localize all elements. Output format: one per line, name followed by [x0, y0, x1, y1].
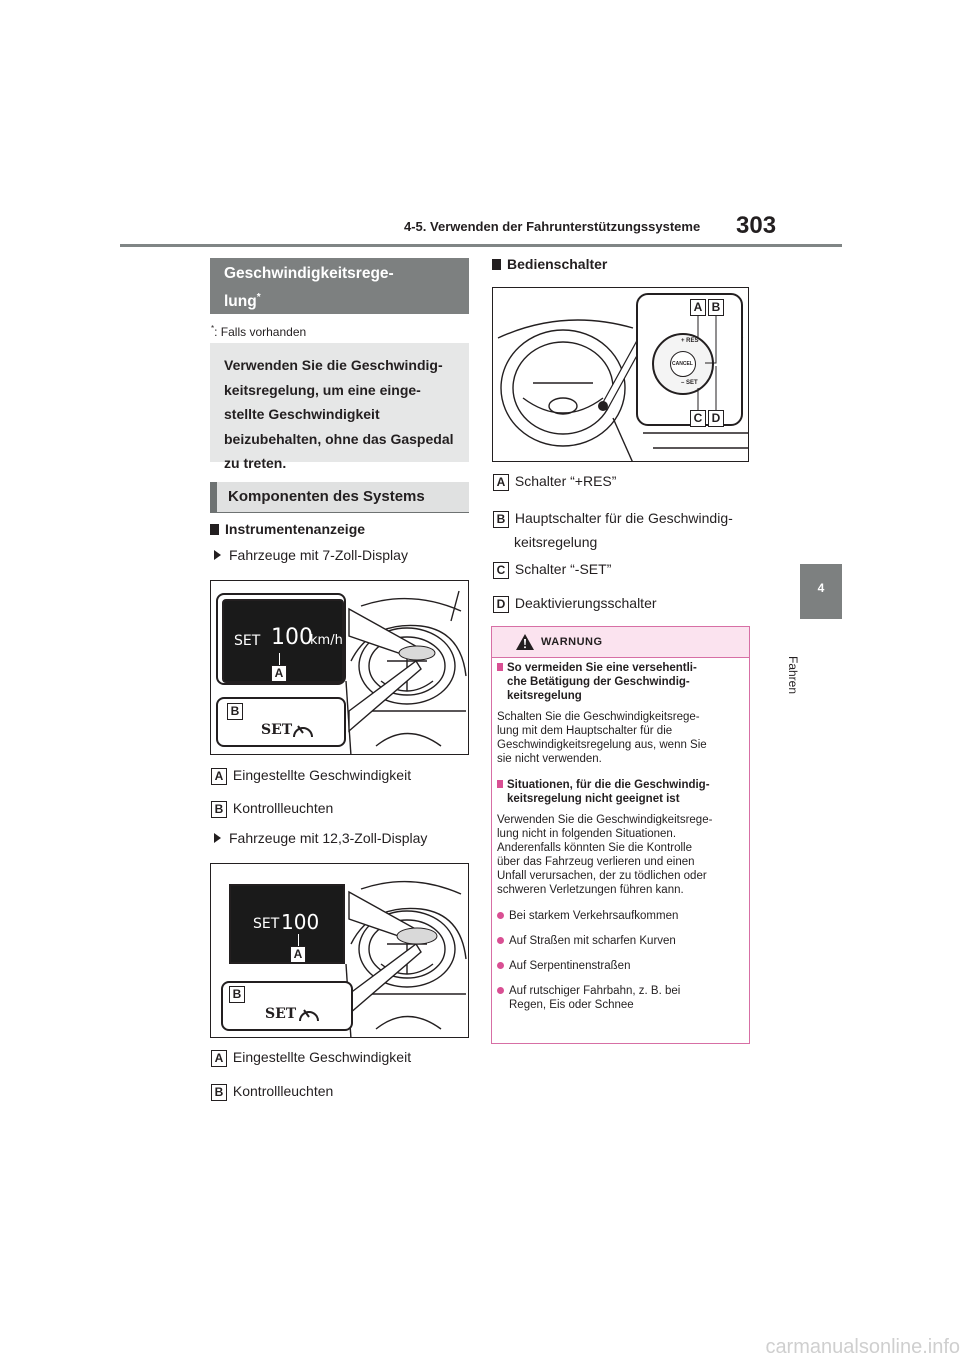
legend-label: B	[211, 1084, 227, 1101]
legend-label: D	[493, 596, 509, 613]
legend-7-a	[211, 767, 411, 785]
legend-12-a	[211, 1049, 411, 1067]
triangle-bullet-icon	[214, 550, 221, 560]
circle-bullet-icon	[497, 987, 504, 994]
intro-line: zu treten.	[224, 455, 287, 471]
warning-subheading-line: keitsregelung nicht geeignet ist	[507, 793, 680, 805]
display-set-label: SET	[234, 633, 261, 649]
warning-subheading-line: Situationen, für die die Geschwindig-	[507, 779, 710, 791]
indicator-set-label: SET	[265, 1006, 297, 1022]
instrument-heading-text: Instrumentenanzeige	[225, 521, 366, 537]
legend-12-b	[211, 1083, 333, 1101]
section-heading-cruise-control	[210, 258, 469, 314]
indicator-set-label: SET	[261, 722, 293, 738]
chapter-tab: 4	[800, 564, 842, 619]
warning-subheading-line: keitsregelung	[507, 690, 582, 702]
display-speed: 100	[281, 910, 320, 934]
warning-bullet-3	[497, 959, 743, 973]
switch-legend-d	[493, 595, 657, 613]
square-bullet-icon	[497, 663, 503, 671]
legend-text: Deaktivierungsschalter	[514, 595, 657, 611]
warning-line: Anderenfalls könnten Sie die Kontrolle	[497, 842, 692, 854]
variant-12-text: Fahrzeuge mit 12,3-Zoll-Display	[229, 830, 428, 846]
legend-text: Eingestellte Geschwindigkeit	[232, 767, 412, 783]
warning-line: schweren Verletzungen führen kann.	[497, 884, 684, 896]
switch-legend-a	[493, 473, 616, 491]
warning-subheading-1	[497, 661, 743, 703]
warning-header	[492, 627, 749, 658]
callout-label-a: A	[290, 946, 306, 963]
components-heading: Komponenten des Systems	[210, 482, 469, 512]
legend-text: Schalter “-SET”	[514, 561, 612, 577]
warning-line: sie nicht verwenden.	[497, 753, 602, 765]
warning-paragraph-2	[497, 813, 743, 897]
callout-label-b: B	[708, 299, 724, 316]
display-set-label: SET	[253, 916, 280, 932]
warning-line: Verwenden Sie die Geschwindigkeitsrege-	[497, 814, 713, 826]
warning-bullet-text: Auf rutschiger Fahrbahn, z. B. bei	[509, 985, 681, 997]
warning-line: lung mit dem Hauptschalter für die	[497, 725, 673, 737]
legend-label: A	[211, 1050, 227, 1067]
res-label: + RES	[681, 338, 699, 344]
chapter-title: 4-5. Verwenden der Fahrunterstützungssysteme	[404, 219, 701, 234]
heading-line-1: Geschwindigkeitsrege-	[224, 265, 394, 282]
legend-text: Kontrollleuchten	[232, 1083, 334, 1099]
display-speed: 100	[271, 625, 313, 650]
callout-label-a: A	[271, 665, 287, 682]
legend-label: B	[211, 801, 227, 818]
legend-label: A	[493, 474, 509, 491]
warning-triangle-icon	[515, 633, 535, 651]
chapter-tab-label: Fahren	[786, 656, 800, 695]
legend-label: C	[493, 562, 509, 579]
legend-text: Kontrollleuchten	[232, 800, 334, 816]
warning-line: Unfall verursachen, der zu tödlichen oder	[497, 870, 707, 882]
warning-bullet-text: Bei starkem Verkehrsaufkommen	[509, 910, 679, 922]
intro-line: stellte Geschwindigkeit	[224, 406, 380, 422]
legend-text: Hauptschalter für die Geschwindig-	[514, 510, 733, 526]
circle-bullet-icon	[497, 962, 504, 969]
footnote	[211, 324, 306, 339]
header-rule	[120, 244, 842, 247]
legend-text: Schalter “+RES”	[514, 473, 617, 489]
triangle-bullet-icon	[214, 833, 221, 843]
warning-bullet-text: Auf Serpentinenstraßen	[509, 960, 631, 972]
intro-line: Verwenden Sie die Geschwindig-	[224, 357, 443, 373]
warning-subheading-line: che Betätigung der Geschwindig-	[507, 676, 690, 688]
page-number: 303	[736, 212, 777, 239]
figure-steering-switches	[492, 287, 749, 462]
callout-label-d: D	[708, 410, 724, 427]
legend-label: A	[211, 768, 227, 785]
warning-bullet-4	[497, 984, 743, 1012]
display-unit: km/h	[310, 633, 343, 648]
square-bullet-icon	[492, 259, 501, 270]
circle-bullet-icon	[497, 937, 504, 944]
warning-bullet-1	[497, 909, 743, 923]
switch-heading-text: Bedienschalter	[507, 256, 608, 272]
intro-box	[210, 343, 469, 471]
instrument-heading	[210, 521, 365, 537]
figure-7-inch-display	[210, 580, 469, 755]
callout-label-a: A	[690, 299, 706, 316]
intro-line: keitsregelung, um eine einge-	[224, 381, 421, 398]
callout-label-c: C	[690, 410, 706, 427]
square-bullet-icon	[497, 780, 503, 788]
variant-7-text: Fahrzeuge mit 7-Zoll-Display	[229, 547, 408, 563]
variant-12-inch	[214, 830, 427, 846]
legend-label: B	[493, 511, 509, 528]
legend-text: Eingestellte Geschwindigkeit	[232, 1049, 412, 1065]
warning-bullet-2	[497, 934, 743, 948]
warning-subheading-2	[497, 778, 743, 806]
warning-line: über das Fahrzeug verlieren und einen	[497, 856, 695, 868]
switch-legend-b	[493, 506, 733, 554]
circle-bullet-icon	[497, 912, 504, 919]
legend-7-b	[211, 800, 333, 818]
watermark: carmanualsonline.info	[765, 1336, 960, 1358]
switch-heading	[492, 256, 607, 272]
warning-box	[491, 626, 750, 1044]
heading-line-2-text: lung	[224, 293, 257, 311]
warning-paragraph-1	[497, 710, 743, 766]
cancel-label: CANCEL	[672, 361, 693, 367]
callout-label-b: B	[229, 986, 245, 1003]
warning-bullet-text-cont: Regen, Eis oder Schnee	[509, 999, 634, 1011]
callout-label-b: B	[227, 703, 243, 720]
components-underline	[210, 512, 469, 513]
square-bullet-icon	[210, 524, 219, 535]
set-label: – SET	[681, 380, 698, 386]
footnote-mark: *	[211, 324, 215, 333]
switch-legend-c	[493, 561, 611, 579]
figure-12-inch-display	[210, 863, 469, 1038]
warning-bullet-text: Auf Straßen mit scharfen Kurven	[509, 935, 676, 947]
speedometer-icon	[297, 1003, 321, 1025]
footnote-text: : Falls vorhanden	[214, 325, 307, 339]
speedometer-icon	[291, 719, 315, 741]
warning-subheading-line: So vermeiden Sie eine versehentli-	[507, 662, 697, 674]
heading-line-2	[224, 286, 455, 314]
warning-line: Schalten Sie die Geschwindigkeitsrege-	[497, 711, 700, 723]
warning-title: WARNUNG	[541, 636, 603, 648]
warning-content	[497, 661, 743, 1012]
variant-7-inch	[214, 547, 408, 563]
legend-text-cont: keitsregelung	[514, 534, 598, 550]
warning-line: lung nicht in folgenden Situationen.	[497, 828, 677, 840]
heading-asterisk: *	[256, 292, 261, 303]
warning-line: Geschwindigkeitsregelung aus, wenn Sie	[497, 739, 707, 751]
intro-line: beizubehalten, ohne das Gaspedal	[224, 430, 454, 447]
